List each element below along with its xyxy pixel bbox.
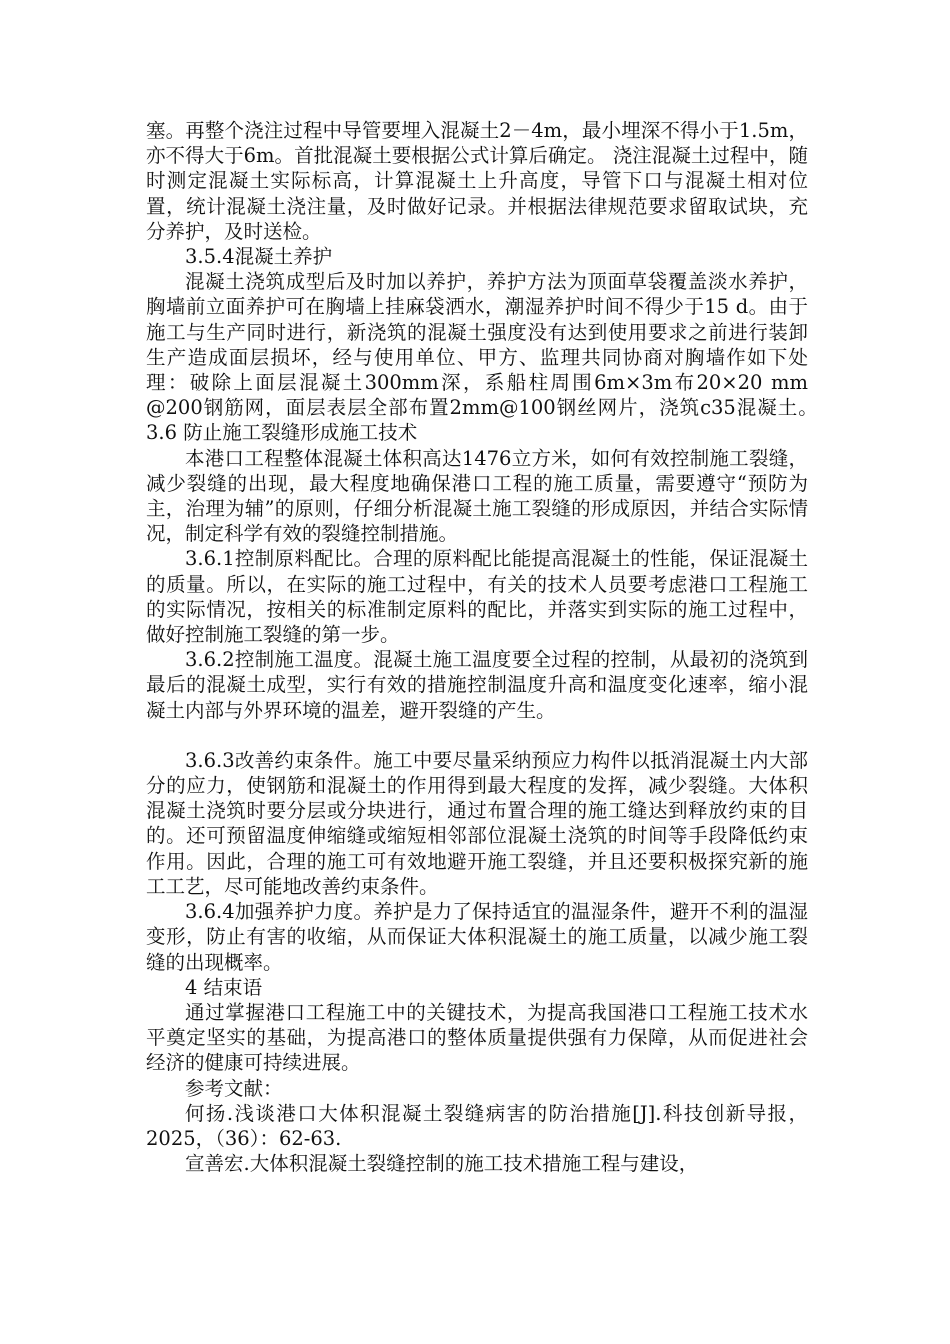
section-heading-3-5-4: 3.5.4混凝土养护 [185,245,333,269]
references-heading: 参考文献： [185,1076,283,1100]
reference-item: 何扬.浅谈港口大体积混凝土裂缝病害的防治措施[J].科技创新导报，2025，（36）：62-63. [146,1101,808,1150]
paragraph-crack-intro: 本港口工程整体混凝土体积高达1476立方米，如何有效控制施工裂缝，减少裂缝的出现，最大程度地确保港口工程的施工质量，需要遵守“预防为主，治理为辅”的原则，仔细分析混凝土施工裂缝的形成原因，并结合实际情况，制定科学有效的裂缝控制措施。 [146,446,808,546]
reference-item: 宣善宏.大体积混凝土裂缝控制的施工技术措施工程与建设， [185,1152,699,1176]
blank-line [146,723,808,748]
section-heading-conclusion: 4 结束语 [185,975,263,999]
paragraph-3-6-4: 3.6.4加强养护力度。养护是力了保持适宜的温湿条件，避开不利的温湿变形，防止有害的收缩，从而保证大体积混凝土的施工质量，以减少施工裂缝的出现概率。 [146,900,808,974]
paragraph-pour-continued: 塞。再整个浇注过程中导管要埋入混凝土2－4m，最小埋深不得小于1.5m，亦不得大于6m。首批混凝土要根据公式计算后确定。 浇注混凝土过程中，随时测定混凝土实际标高，计算混凝土上升高度，导管下口与混凝土相对位置，统计混凝土浇注量，及时做好记录。并根据法律规范要求留取试块，充分养护，及时送检。 [146,119,808,243]
paragraph-3-6-2: 3.6.2控制施工温度。混凝土施工温度要全过程的控制，从最初的浇筑到最后的混凝土成型，实行有效的措施控制温度升高和温度变化速率，缩小混凝土内部与外界环境的温差，避开裂缝的产生。 [146,648,808,722]
paragraph-3-6-1: 3.6.1控制原料配比。合理的原料配比能提高混凝土的性能，保证混凝土的质量。所以，在实际的施工过程中，有关的技术人员要考虑港口工程施工的实际情况，按相关的标准制定原料的配比，并落实到实际的施工过程中，做好控制施工裂缝的第一步。 [146,547,808,647]
paragraph-3-6-3: 3.6.3改善约束条件。施工中要尽量采纳预应力构件以抵消混凝土内大部分的应力，使钢筋和混凝土的作用得到最大程度的发挥，减少裂缝。大体积混凝土浇筑时要分层或分块进行，通过布置合理的施工缝达到释放约束的目的。还可预留温度伸缩缝或缩短相邻部位混凝土浇筑的时间等手段降低约束作用。因此，合理的施工可有效地避开施工裂缝，并且还要积极探究新的施工工艺，尽可能地改善约束条件。 [146,748,808,898]
document-page [146,118,887,1176]
paragraph-conclusion: 通过掌握港口工程施工中的关键技术，为提高我国港口工程施工技术水平奠定坚实的基础，为提高港口的整体质量提供强有力保障，从而促进社会经济的健康可持续进展。 [146,1000,808,1075]
paragraph-curing: 混凝土浇筑成型后及时加以养护，养护方法为顶面草袋覆盖淡水养护，胸墙前立面养护可在胸墙上挂麻袋洒水，潮湿养护时间不得少于15 d。由于施工与生产同时进行，新浇筑的混凝土强度没有达到使用要求之前进行装卸生产造成面层损坏，经与使用单位、甲方、监理共同协商对胸墙作如下处理：破除上面层混凝土300mm深，系船柱周围6m×3m布20×20 mm @200钢筋网，面层表层全部布置2mm@100钢丝网片，浇筑c35混凝土。 3.6 防止施工裂缝形成施工技术 [146,270,887,445]
